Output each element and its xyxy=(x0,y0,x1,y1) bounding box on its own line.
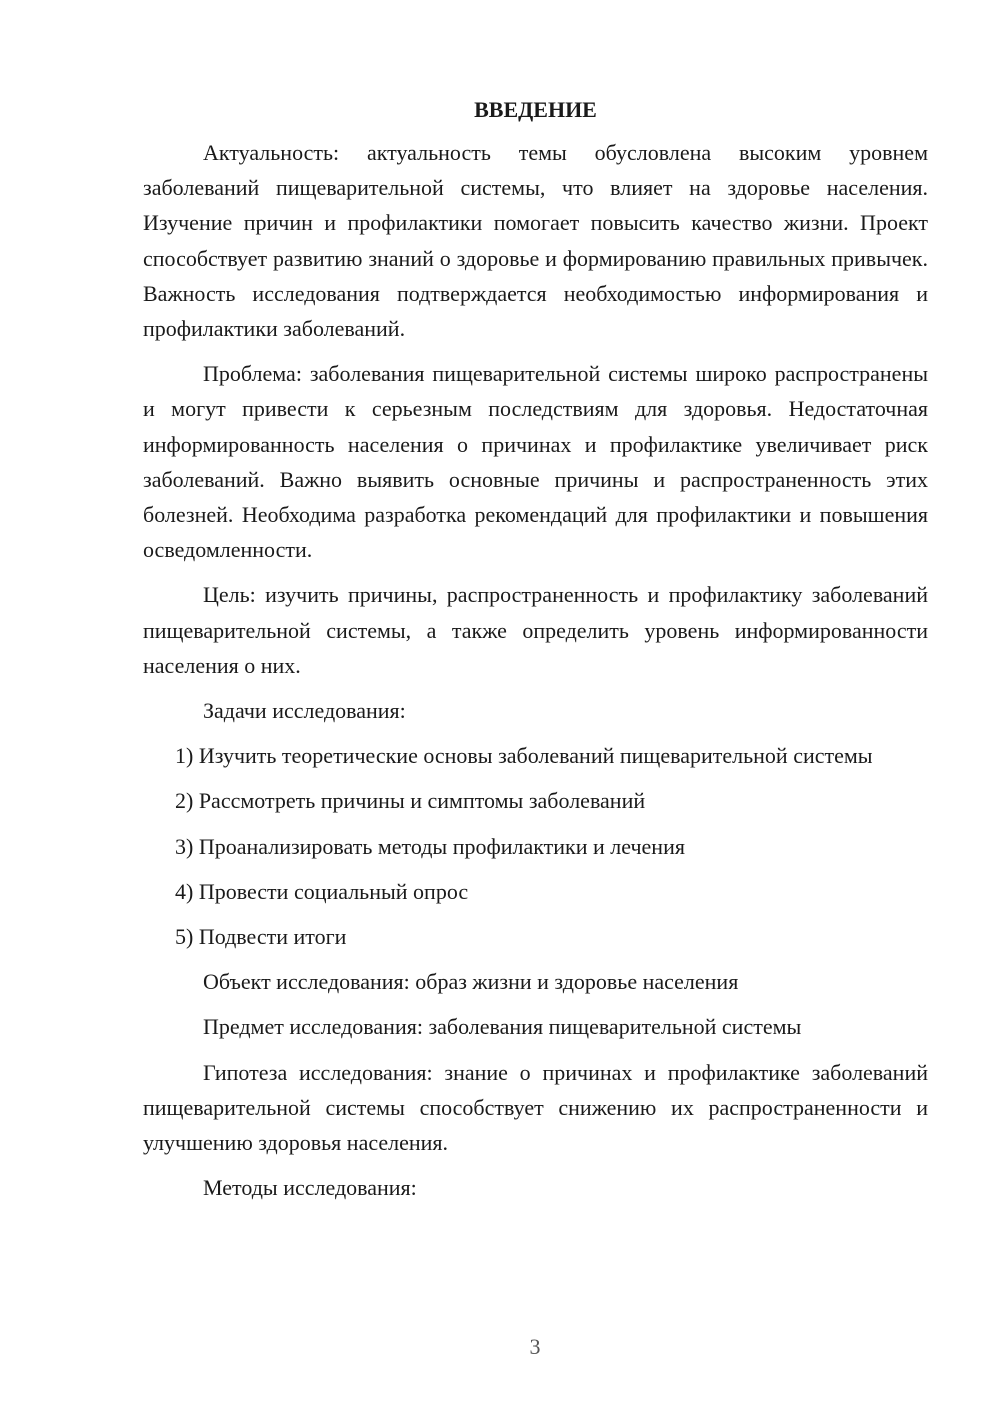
goal-paragraph: Цель: изучить причины, распространенность и профилактику заболеваний пищеварительной системы, а также определить уровень информированности населения о них. xyxy=(143,582,928,678)
task-item-1: 1) Изучить теоретические основы заболеваний пищеварительной системы xyxy=(175,743,873,769)
research-subject: Предмет исследования: заболевания пищеварительной системы xyxy=(203,1014,802,1040)
task-item-5: 5) Подвести итоги xyxy=(175,924,347,950)
task-item-2: 2) Рассмотреть причины и симптомы заболеваний xyxy=(175,788,646,814)
research-hypothesis: Гипотеза исследования: знание о причинах и профилактике заболеваний пищеварительной системы способствует снижению их распространенности и улучшению здоровья населения. xyxy=(143,1059,928,1156)
problem-paragraph: Проблема: заболевания пищеварительной системы широко распространены и могут привести к серьезным последствиям для здоровья. Недостаточная информированность населения о причинах и профилактике увеличивает риск заболеваний. Важно выявить основные причины и распространенность этих болезней. Необходима разработка рекомендаций для профилактики и повышения осведомленности. xyxy=(143,361,928,563)
task-item-4: 4) Провести социальный опрос xyxy=(175,878,469,904)
task-item-3: 3) Проанализировать методы профилактики и лечения xyxy=(175,833,685,859)
section-heading: ВВЕДЕНИЕ xyxy=(474,97,597,122)
page-content xyxy=(143,92,928,1215)
relevance-paragraph: Актуальность: актуальность темы обусловлена высоким уровнем заболеваний пищеварительной системы, что влияет на здоровье населения. Изучение причин и профилактики помогает повысить качество жизни. Проект способствует развитию знаний о здоровье и формированию правильных привычек. Важность исследования подтверждается необходимостью информирования и профилактики заболеваний. xyxy=(143,140,928,342)
research-methods: Методы исследования: xyxy=(203,1175,417,1201)
page-number: 3 xyxy=(529,1334,541,1359)
research-object: Объект исследования: образ жизни и здоровье населения xyxy=(203,969,739,995)
tasks-intro: Задачи исследования: xyxy=(203,698,406,724)
